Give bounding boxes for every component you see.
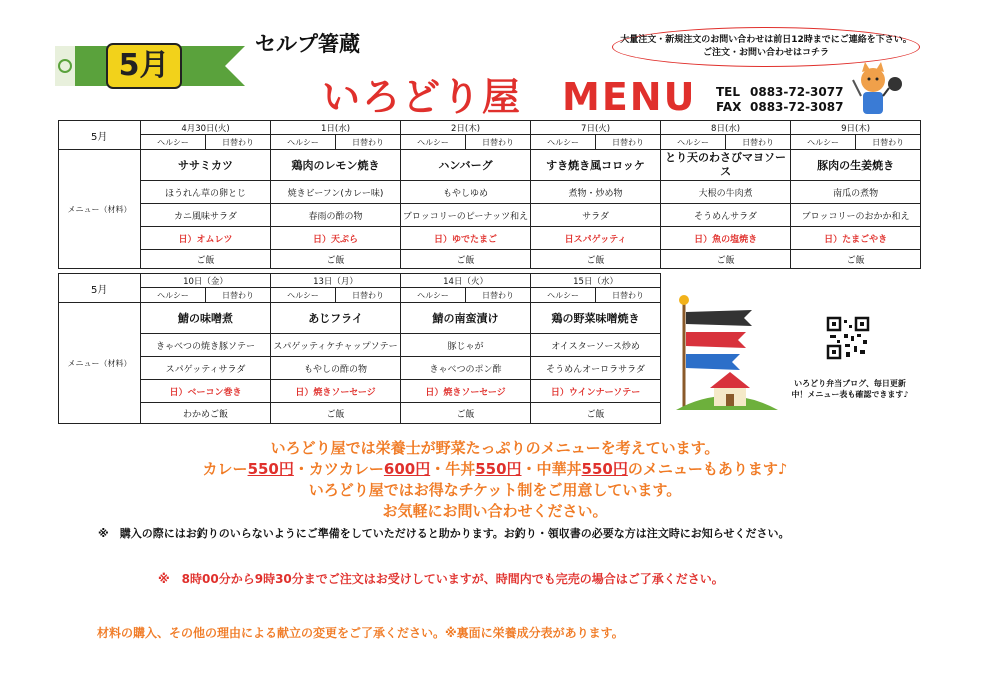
healthy-label: ヘルシー	[401, 288, 466, 303]
healthy-label: ヘルシー	[791, 135, 856, 150]
date-cell: 4月30日(火)	[141, 121, 271, 135]
chuka-price: 550円	[581, 460, 628, 478]
healthy-label: ヘルシー	[531, 288, 596, 303]
rice: ご飯	[531, 403, 661, 424]
date-cell: 14日（火）	[401, 274, 531, 288]
note-change: ※ 購入の際にはお釣りのいらないようにご準備をしていただけると助かります。お釣り・領収書の必要な方は注文時にお知らせください。	[98, 527, 790, 540]
date-cell: 8日(水)	[661, 121, 791, 135]
side-dish: きゃべつの焼き豚ソテー	[141, 334, 271, 357]
main-dish: とり天のわさびマヨソース	[661, 150, 791, 181]
rice: ご飯	[531, 250, 661, 269]
healthy-label: ヘルシー	[141, 288, 206, 303]
katsu-label: ・カツカレー	[293, 460, 384, 478]
daily-label: 日替わり	[336, 135, 401, 150]
date-cell: 1日(水)	[271, 121, 401, 135]
blog-line-1: いろどり弁当ブログ、毎日更新	[794, 379, 906, 388]
side-dish: 焼きビーフン(カレー味)	[271, 181, 401, 204]
note-hours-b: 時間内でも完売の場合はご了承ください。	[495, 572, 724, 586]
healthy-label: ヘルシー	[141, 135, 206, 150]
note-menu-change: 材料の購入、その他の理由による献立の変更をご了承ください。※裏面に栄養成分表があります。	[97, 626, 624, 640]
note-hours	[158, 570, 724, 587]
side-dish: きゃべつのポン酢	[401, 357, 531, 380]
fax-number: 0883-72-3087	[750, 100, 844, 114]
healthy-label: ヘルシー	[661, 135, 726, 150]
rice: ご飯	[141, 250, 271, 269]
koinobori-illustration	[672, 292, 782, 414]
side-dish: サラダ	[531, 204, 661, 227]
qr-code[interactable]	[826, 316, 870, 360]
curry-label: カレー	[202, 460, 248, 478]
date-cell: 2日(木)	[401, 121, 531, 135]
daily-dish: 日）ベーコン巻き	[141, 380, 271, 403]
daily-dish: 日）ゆでたまご	[401, 227, 531, 250]
rice: ご飯	[791, 250, 921, 269]
promo-line-4: お気軽にお問い合わせください。	[382, 502, 608, 520]
promo-line-2	[0, 458, 990, 479]
side-dish: そうめんオーロラサラダ	[531, 357, 661, 380]
blog-line-2: 中！メニュー表も確認できます♪	[791, 390, 909, 399]
daily-label: 日替わり	[726, 135, 791, 150]
daily-dish: 日）天ぷら	[271, 227, 401, 250]
main-dish: 豚肉の生姜焼き	[791, 150, 921, 181]
menu-row-label: メニュー（材料）	[59, 303, 141, 424]
menu-table-week1	[58, 120, 921, 269]
daily-dish: 日スパゲッティ	[531, 227, 661, 250]
month-cell: 5月	[59, 121, 141, 150]
rice: ご飯	[271, 250, 401, 269]
rice: ご飯	[401, 403, 531, 424]
promo-line-1: いろどり屋では栄養士が野菜たっぷりのメニューを考えています。	[270, 439, 720, 457]
date-cell: 10日（金）	[141, 274, 271, 288]
side-dish: カニ風味サラダ	[141, 204, 271, 227]
daily-dish: 日）焼きソーセージ	[271, 380, 401, 403]
side-dish: 豚じゃが	[401, 334, 531, 357]
daily-label: 日替わり	[466, 135, 531, 150]
contact-info	[716, 85, 843, 115]
side-dish: ほうれん草の卵とじ	[141, 181, 271, 204]
date-cell: 7日(火)	[531, 121, 661, 135]
side-dish: オイスターソース炒め	[531, 334, 661, 357]
main-dish: 鯖の味噌煮	[141, 303, 271, 334]
side-dish: もやしの酢の物	[271, 357, 401, 380]
menu-table-week2	[58, 273, 661, 424]
gyudon-price: 550円	[475, 460, 522, 478]
side-dish: 煮物・炒め物	[531, 181, 661, 204]
date-cell: 9日(木)	[791, 121, 921, 135]
main-dish: すき焼き風コロッケ	[531, 150, 661, 181]
main-dish: ハンバーグ	[401, 150, 531, 181]
notice-line-2: ご注文・お問い合わせはコチラ	[702, 48, 829, 58]
healthy-label: ヘルシー	[531, 135, 596, 150]
main-dish: 鯖の南蛮漬け	[401, 303, 531, 334]
katsu-price: 600円	[383, 460, 431, 478]
main-dish: 鶏肉のレモン焼き	[271, 150, 401, 181]
chuka-label: ・中華丼	[521, 460, 582, 478]
gyudon-label: ・牛丼	[430, 460, 476, 478]
promo-tail: のメニューもあります♪	[627, 460, 788, 478]
menu-row-label: メニュー（材料）	[59, 150, 141, 269]
daily-dish: 日）魚の塩焼き	[661, 227, 791, 250]
daily-dish: 日）オムレツ	[141, 227, 271, 250]
daily-label: 日替わり	[596, 135, 661, 150]
month-cell: 5月	[59, 274, 141, 303]
rice: わかめご飯	[141, 403, 271, 424]
month-banner	[55, 40, 245, 90]
date-cell: 15日（水）	[531, 274, 661, 288]
notice-line-1: 大量注文・新規注文のお問い合わせは前日12時までにご連絡を下さい。	[620, 35, 912, 45]
rice: ご飯	[661, 250, 791, 269]
daily-label: 日替わり	[856, 135, 921, 150]
daily-label: 日替わり	[206, 288, 271, 303]
side-dish: ブロッコリーのおかか和え	[791, 204, 921, 227]
month-banner-text: 5月	[118, 48, 170, 83]
side-dish: スパゲッティケチャップソテー	[271, 334, 401, 357]
daily-dish: 日）ウインナーソテー	[531, 380, 661, 403]
side-dish: ブロッコリーのピーナッツ和え	[401, 204, 531, 227]
daily-label: 日替わり	[206, 135, 271, 150]
tel-label: TEL	[716, 85, 741, 99]
daily-label: 日替わり	[336, 288, 401, 303]
curry-price: 550円	[247, 460, 294, 478]
healthy-label: ヘルシー	[271, 135, 336, 150]
fax-label: FAX	[716, 100, 742, 114]
healthy-label: ヘルシー	[271, 288, 336, 303]
daily-dish: 日）たまごやき	[791, 227, 921, 250]
main-dish: あじフライ	[271, 303, 401, 334]
rice: ご飯	[271, 403, 401, 424]
date-cell: 13日（月）	[271, 274, 401, 288]
healthy-label: ヘルシー	[401, 135, 466, 150]
side-dish: 南瓜の煮物	[791, 181, 921, 204]
side-dish: そうめんサラダ	[661, 204, 791, 227]
side-dish: 大根の牛肉煮	[661, 181, 791, 204]
side-dish: もやしゆめ	[401, 181, 531, 204]
side-dish: 春雨の酢の物	[271, 204, 401, 227]
cat-chef-icon	[845, 58, 905, 118]
main-dish: ササミカツ	[141, 150, 271, 181]
self-label: セルプ箸蔵	[255, 32, 360, 56]
daily-label: 日替わり	[596, 288, 661, 303]
main-dish: 鶏の野菜味噌焼き	[531, 303, 661, 334]
promo-line-3: いろどり屋ではお得なチケット制をご用意しています。	[308, 481, 682, 499]
side-dish: スパゲッティサラダ	[141, 357, 271, 380]
note-hours-a: ※ 8時00分から9時30分までご注文はお受けしていますが、	[158, 572, 496, 586]
rice: ご飯	[401, 250, 531, 269]
tel-number: 0883-72-3077	[750, 85, 844, 99]
daily-dish: 日）焼きソーセージ	[401, 380, 531, 403]
shop-title: いろどり屋 MENU	[322, 75, 697, 119]
daily-label: 日替わり	[466, 288, 531, 303]
blog-note	[780, 378, 920, 400]
